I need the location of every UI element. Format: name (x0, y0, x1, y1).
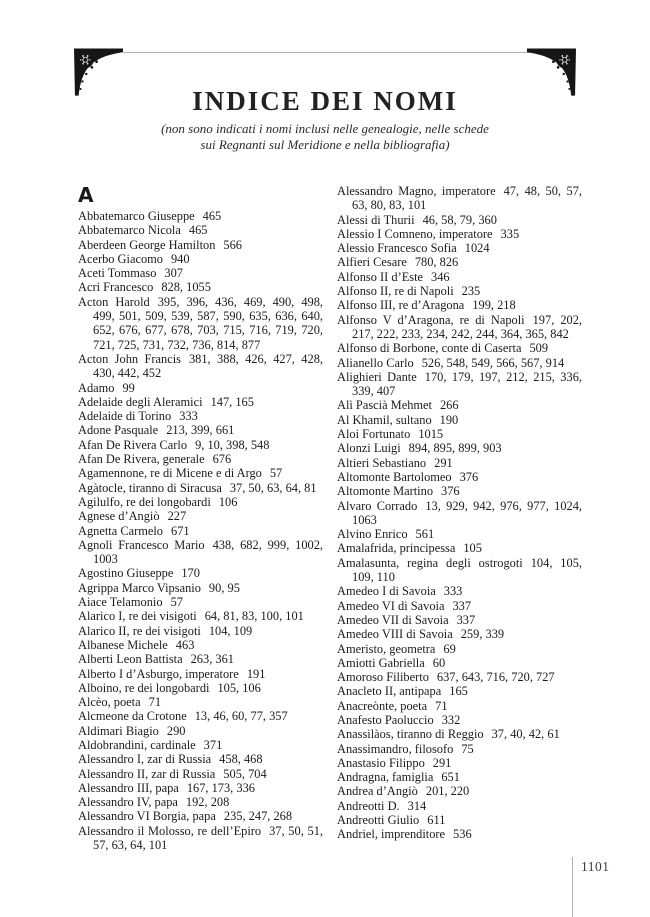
entry-name: Aberdeen George Hamilton (78, 237, 216, 252)
entry-pages: 263, 361 (190, 652, 234, 667)
index-entry (78, 423, 323, 437)
page-number: 1101 (581, 859, 610, 874)
entry-pages: 191 (246, 666, 266, 681)
entry-name: Alessandro VI Borgia, papa (78, 809, 216, 824)
entry-name: Alcmeone da Crotone (78, 709, 187, 724)
entry-pages: 332 (441, 712, 461, 727)
folio-rule (572, 857, 573, 917)
entry-pages: 57 (269, 466, 283, 481)
entry-pages: 314 (407, 798, 427, 813)
subtitle-line-2: sui Regnanti sul Meridione e nella bibliografia) (200, 137, 450, 152)
index-entry (78, 695, 323, 709)
entry-name: Adamo (78, 380, 115, 395)
entry-pages: 37, 50, 51, 57, 63, 64, 101 (93, 823, 323, 853)
entry-name: Alessandro III, papa (78, 780, 179, 795)
entry-pages: 458, 468 (219, 752, 263, 767)
index-entry (337, 556, 582, 585)
entry-pages: 213, 399, 661 (166, 423, 235, 438)
entry-pages: 13, 929, 942, 976, 977, 1024, 1063 (352, 498, 582, 527)
entry-name: Albanese Michele (78, 637, 168, 652)
entry-name: Agilulfo, re dei longobardi (78, 494, 211, 509)
index-entry (337, 642, 582, 656)
index-entry (78, 738, 323, 752)
entry-pages: 60 (432, 655, 446, 670)
entry-name: Anacleto II, antipapa (337, 684, 442, 699)
index-entry (78, 452, 323, 466)
entry-name: Agàtocle, tiranno di Siracusa (78, 480, 222, 495)
entry-name: Alarico II, re dei visigoti (78, 623, 201, 638)
entry-pages: 64, 81, 83, 100, 101 (204, 609, 304, 624)
entry-name: Anastasio Filippo (337, 755, 425, 770)
entry-pages: 99 (122, 380, 135, 395)
index-entry (78, 752, 323, 766)
index-column-right (337, 184, 582, 852)
index-entry (337, 255, 582, 269)
entry-pages: 376 (459, 469, 479, 484)
index-entry (337, 727, 582, 741)
entry-pages: 526, 548, 549, 566, 567, 914 (421, 355, 565, 370)
entry-pages: 780, 826 (414, 255, 459, 270)
entry-pages: 333 (179, 409, 198, 424)
index-entry (78, 252, 323, 266)
index-entry (337, 613, 582, 627)
entry-name: Andreotti Giulio (337, 813, 420, 828)
entry-pages: 566 (223, 237, 242, 252)
entry-pages: 165 (449, 684, 468, 699)
index-entry (337, 527, 582, 541)
entry-pages: 201, 220 (425, 784, 470, 799)
index-entry (78, 524, 323, 538)
index-entry (337, 713, 582, 727)
entry-name: Alianello Carlo (337, 355, 414, 370)
index-entry (78, 409, 323, 423)
entry-name: Alfonso II d’Este (337, 269, 424, 284)
index-entry (337, 427, 582, 441)
index-content (78, 184, 582, 852)
entry-pages: 167, 173, 336 (186, 780, 255, 795)
index-entry (78, 266, 323, 280)
entry-pages: 671 (171, 523, 190, 538)
index-entry (78, 238, 323, 252)
entry-pages: 337 (456, 612, 476, 627)
entry-pages: 170 (181, 566, 200, 581)
header-rule (121, 52, 529, 53)
index-entry (337, 398, 582, 412)
entry-pages: 828, 1055 (161, 280, 211, 295)
index-entry (337, 470, 582, 484)
entry-pages: 71 (148, 695, 162, 710)
index-entry (78, 795, 323, 809)
entry-name: Amalasunta, regina degli ostrogoti (337, 555, 523, 570)
entry-name: Aldobrandini, cardinale (78, 737, 196, 752)
entry-pages: 465 (188, 223, 208, 238)
index-column-left (78, 184, 323, 852)
index-entry (78, 781, 323, 795)
index-entry (78, 438, 323, 452)
index-entry (337, 684, 582, 698)
index-entry (337, 756, 582, 770)
entry-pages: 259, 339 (460, 627, 505, 642)
entry-pages: 371 (203, 737, 223, 752)
entry-pages: 561 (415, 527, 435, 542)
entry-name: Alessandro il Molosso, re dell’Epiro (78, 823, 262, 838)
entry-pages: 291 (432, 755, 452, 770)
entry-pages: 75 (461, 741, 474, 756)
index-entry (337, 370, 582, 399)
entry-pages: 611 (427, 813, 446, 828)
entry-pages: 106 (218, 494, 238, 509)
index-entry (78, 667, 323, 681)
entry-pages: 227 (167, 509, 187, 524)
entry-pages: 90, 95 (208, 580, 240, 595)
index-entry (337, 484, 582, 498)
entry-pages: 335 (500, 226, 520, 241)
index-entry (337, 241, 582, 255)
index-entry (337, 699, 582, 713)
entry-name: Alessio Francesco Sofia (337, 241, 457, 256)
entry-name: Altomonte Martino (337, 484, 434, 499)
entry-name: Alessandro I, zar di Russia (78, 752, 212, 767)
entry-list-left (78, 209, 323, 852)
entry-name: Agnese d’Angiò (78, 509, 160, 524)
entry-name: Amedeo I di Savoia (337, 584, 436, 599)
entry-name: Amalafrida, principessa (337, 541, 456, 556)
entry-pages: 1015 (418, 427, 444, 442)
entry-name: Alighieri Dante (337, 369, 417, 384)
entry-pages: 463 (175, 637, 195, 652)
index-entry (78, 724, 323, 738)
entry-pages: 47, 48, 50, 57, 63, 80, 83, 101 (352, 184, 583, 213)
entry-pages: 9, 10, 398, 548 (195, 437, 270, 452)
index-entry (337, 742, 582, 756)
entry-pages: 536 (453, 827, 472, 842)
entry-name: Agnetta Carmelo (78, 523, 163, 538)
entry-name: Alcèo, poeta (78, 695, 141, 710)
entry-pages: 381, 388, 426, 427, 428, 430, 442, 452 (93, 351, 323, 381)
entry-name: Amiotti Gabriella (337, 655, 425, 670)
entry-pages: 266 (439, 398, 459, 413)
entry-name: Adelaide di Torino (78, 409, 172, 424)
index-entry (337, 213, 582, 227)
entry-pages: 37, 50, 63, 64, 81 (229, 480, 317, 495)
index-entry (337, 784, 582, 798)
entry-name: Aldimari Biagio (78, 723, 159, 738)
index-entry (337, 656, 582, 670)
entry-name: Agostino Giuseppe (78, 566, 174, 581)
entry-name: Andragna, famiglia (337, 770, 434, 785)
entry-name: Alessi di Thurii (337, 212, 415, 227)
entry-pages: 46, 58, 79, 360 (422, 212, 497, 227)
index-entry (337, 227, 582, 241)
entry-name: Acton John Francis (78, 351, 181, 366)
index-entry (337, 770, 582, 784)
entry-name: Ameristo, geometra (337, 641, 436, 656)
index-entry (78, 395, 323, 409)
entry-name: Amoroso Filiberto (337, 670, 429, 685)
index-entry (78, 295, 323, 352)
entry-name: Acton Harold (78, 294, 150, 309)
index-entry (78, 209, 323, 223)
index-entry (337, 456, 582, 470)
index-entry (78, 595, 323, 609)
index-entry (337, 313, 582, 342)
entry-pages: 71 (435, 698, 448, 713)
index-entry (78, 809, 323, 823)
index-entry (337, 541, 582, 555)
index-entry (337, 599, 582, 613)
entry-pages: 333 (443, 584, 463, 599)
entry-name: Altomonte Bartolomeo (337, 469, 452, 484)
entry-name: Amedeo VII di Savoia (337, 612, 449, 627)
entry-pages: 1024 (464, 241, 490, 256)
entry-pages: 465 (202, 209, 222, 223)
index-entry (337, 356, 582, 370)
index-entry (337, 799, 582, 813)
entry-name: Alì Pascià Mehmet (337, 398, 432, 413)
entry-name: Anassimandro, filosofo (337, 741, 454, 756)
index-entry (78, 509, 323, 523)
entry-pages: 147, 165 (210, 394, 254, 409)
entry-pages: 290 (166, 723, 186, 738)
index-entry (337, 270, 582, 284)
index-entry (337, 627, 582, 641)
entry-name: Afan De Rivera, generale (78, 452, 205, 467)
entry-pages: 105 (463, 541, 482, 556)
index-entry (337, 584, 582, 598)
entry-pages: 199, 218 (472, 298, 516, 313)
entry-pages: 57 (170, 595, 183, 610)
entry-list-right (337, 184, 582, 842)
entry-name: Alfonso V d’Aragona, re di Napoli (337, 312, 525, 327)
entry-name: Alfonso II, re di Napoli (337, 284, 454, 299)
entry-name: Alfonso di Borbone, conte di Caserta (337, 341, 522, 356)
entry-name: Altieri Sebastiano (337, 455, 427, 470)
index-entry (78, 581, 323, 595)
entry-pages: 192, 208 (185, 795, 230, 810)
index-entry (337, 827, 582, 841)
entry-name: Anassilàos, tiranno di Reggio (337, 727, 484, 742)
index-entry (78, 538, 323, 567)
entry-name: Aiace Telamonio (78, 595, 163, 610)
entry-name: Alessio I Comneno, imperatore (337, 226, 493, 241)
entry-name: Andreotti D. (337, 798, 400, 813)
index-entry (337, 284, 582, 298)
index-entry (78, 280, 323, 294)
entry-pages: 346 (431, 269, 450, 284)
index-entry (78, 495, 323, 509)
entry-pages: 307 (164, 266, 183, 281)
entry-name: Alessandro IV, papa (78, 795, 178, 810)
entry-name: Agrippa Marco Vipsanio (78, 580, 201, 595)
entry-name: Alessandro Magno, imperatore (337, 184, 496, 198)
entry-name: Agnoli Francesco Mario (78, 537, 205, 552)
index-entry (78, 767, 323, 781)
index-entry (78, 709, 323, 723)
entry-name: Adelaide degli Aleramici (78, 394, 203, 409)
entry-name: Alonzi Luigi (337, 441, 401, 456)
index-entry (78, 681, 323, 695)
entry-pages: 197, 202, 217, 222, 233, 234, 242, 244, 364, 365, 842 (352, 312, 582, 341)
entry-pages: 69 (443, 641, 456, 656)
entry-name: Abbatemarco Giuseppe (78, 209, 195, 223)
index-entry (78, 652, 323, 666)
entry-name: Aceti Tommaso (78, 266, 157, 281)
entry-name: Alvaro Corrado (337, 498, 418, 513)
entry-pages: 170, 179, 197, 212, 215, 336, 339, 407 (352, 369, 582, 399)
index-entry (337, 499, 582, 528)
entry-name: Alvino Enrico (337, 527, 408, 542)
entry-name: Alboino, re dei longobardi (78, 680, 210, 695)
index-entry (78, 352, 323, 381)
index-entry (337, 341, 582, 355)
entry-pages: 105, 106 (217, 680, 261, 695)
entry-name: Acerbo Giacomo (78, 251, 163, 266)
entry-pages: 104, 109 (208, 623, 253, 638)
entry-name: Alfieri Cesare (337, 255, 407, 270)
entry-name: Al Khamil, sultano (337, 412, 432, 427)
index-entry (337, 184, 582, 213)
index-entry (78, 609, 323, 623)
index-entry (337, 670, 582, 684)
index-entry (78, 566, 323, 580)
entry-name: Amedeo VIII di Savoia (337, 627, 453, 642)
index-entry (337, 813, 582, 827)
entry-pages: 651 (441, 770, 460, 785)
entry-name: Alberti Leon Battista (78, 652, 183, 667)
entry-pages: 509 (529, 341, 549, 356)
index-entry (337, 298, 582, 312)
index-entry (337, 413, 582, 427)
index-entry (78, 223, 323, 237)
entry-pages: 505, 704 (223, 766, 267, 781)
entry-name: Andriel, imprenditore (337, 827, 446, 842)
entry-name: Adone Pasquale (78, 423, 159, 438)
index-entry (78, 481, 323, 495)
entry-pages: 235, 247, 268 (223, 809, 293, 824)
entry-name: Aloi Fortunato (337, 427, 411, 442)
entry-pages: 235 (461, 284, 481, 299)
entry-name: Andrea d’Angiò (337, 784, 418, 799)
entry-name: Agamennone, re di Micene e di Argo (78, 466, 262, 481)
entry-pages: 190 (439, 412, 459, 427)
entry-pages: 291 (434, 455, 453, 470)
entry-pages: 337 (452, 598, 472, 613)
entry-pages: 894, 895, 899, 903 (408, 441, 502, 456)
entry-pages: 940 (170, 251, 190, 266)
index-entry (78, 381, 323, 395)
entry-pages: 395, 396, 436, 469, 490, 498, 499, 501, 509, 539, 587, 590, 635, 636, 640, 652, 676, 677, 678, 703, 715, 716, 719, 720, 721, 725, 731, 732, 736, 814, 877 (93, 294, 323, 352)
index-entry (78, 824, 323, 853)
entry-name: Alfonso III, re d’Aragona (337, 298, 465, 313)
entry-name: Acri Francesco (78, 280, 154, 295)
index-entry (78, 638, 323, 652)
entry-pages: 13, 46, 60, 77, 357 (194, 709, 288, 724)
entry-pages: 37, 40, 42, 61 (491, 727, 560, 742)
entry-name: Amedeo VI di Savoia (337, 598, 445, 613)
index-entry (78, 466, 323, 480)
entry-name: Alberto I d’Asburgo, imperatore (78, 666, 239, 681)
entry-name: Alessandro II, zar di Russia (78, 766, 216, 781)
section-letter-heading: A (78, 183, 94, 207)
page-title: INDICE DEI NOMI (192, 86, 458, 116)
entry-pages: 104, 105, 109, 110 (352, 555, 582, 585)
entry-pages: 676 (212, 452, 232, 467)
entry-name: Anacreònte, poeta (337, 698, 428, 713)
entry-pages: 438, 682, 999, 1002, 1003 (93, 537, 324, 567)
entry-name: Abbatemarco Nicola (78, 223, 181, 238)
entry-name: Alarico I, re dei visigoti (78, 609, 197, 624)
index-entry (337, 441, 582, 455)
entry-name: Anafesto Paoluccio (337, 712, 434, 727)
entry-name: Afan De Rivera Carlo (78, 437, 188, 452)
index-entry (78, 624, 323, 638)
entry-pages: 637, 643, 716, 720, 727 (436, 670, 555, 685)
subtitle-line-1: (non sono indicati i nomi inclusi nelle genealogie, nelle schede (161, 121, 489, 136)
entry-pages: 376 (441, 484, 460, 499)
